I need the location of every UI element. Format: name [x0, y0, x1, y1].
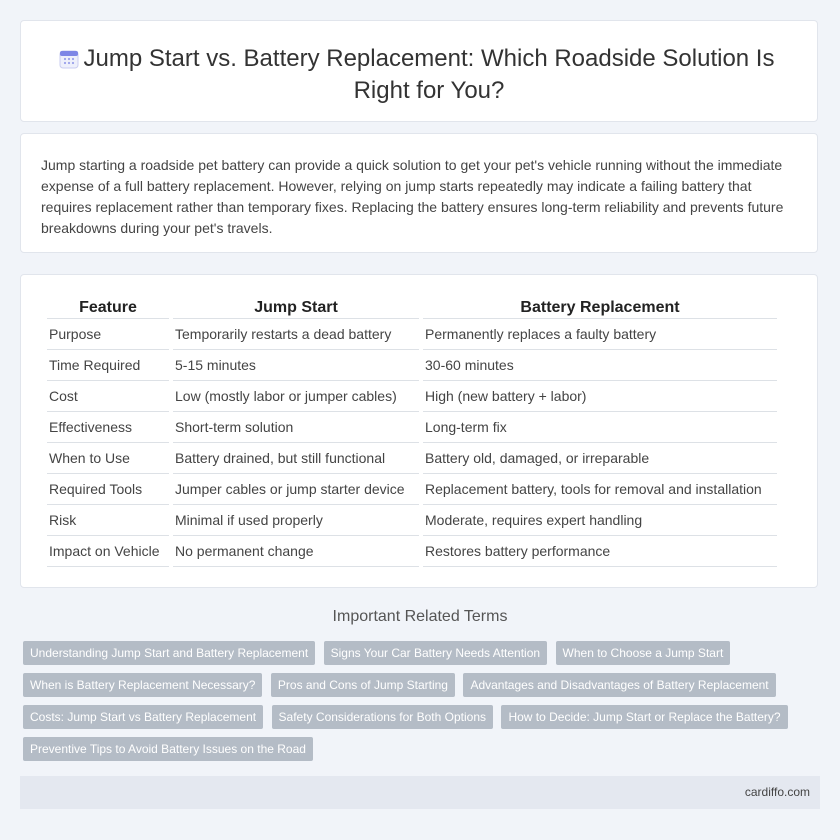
table-cell: Battery old, damaged, or irreparable — [423, 443, 777, 474]
header-battery-replacement: Battery Replacement — [423, 297, 777, 319]
table-row — [47, 381, 777, 412]
related-term-tag[interactable]: Pros and Cons of Jump Starting — [271, 673, 455, 697]
table-row — [47, 412, 777, 443]
header-feature: Feature — [47, 297, 169, 319]
comparison-table — [43, 297, 781, 567]
intro-card — [20, 133, 818, 253]
related-term-tag[interactable]: Safety Considerations for Both Options — [272, 705, 493, 729]
related-term-tag[interactable]: Signs Your Car Battery Needs Attention — [324, 641, 547, 665]
table-cell: No permanent change — [173, 536, 419, 567]
table-cell: Impact on Vehicle — [47, 536, 169, 567]
table-cell: Short-term solution — [173, 412, 419, 443]
table-cell: Restores battery performance — [423, 536, 777, 567]
table-cell: 5-15 minutes — [173, 350, 419, 381]
related-term-tag[interactable]: Preventive Tips to Avoid Battery Issues on the Road — [23, 737, 313, 761]
table-row — [47, 536, 777, 567]
table-cell: Temporarily restarts a dead battery — [173, 319, 419, 350]
table-cell: Long-term fix — [423, 412, 777, 443]
table-cell: Cost — [47, 381, 169, 412]
related-term-tag[interactable]: How to Decide: Jump Start or Replace the Battery? — [501, 705, 787, 729]
related-term-tag[interactable]: Costs: Jump Start vs Battery Replacement — [23, 705, 263, 729]
table-cell: Minimal if used properly — [173, 505, 419, 536]
table-cell: When to Use — [47, 443, 169, 474]
related-term-tag[interactable]: When is Battery Replacement Necessary? — [23, 673, 262, 697]
related-term-tag[interactable]: Understanding Jump Start and Battery Replacement — [23, 641, 315, 665]
table-cell: Purpose — [47, 319, 169, 350]
header-jump-start: Jump Start — [173, 297, 419, 319]
table-row — [47, 474, 777, 505]
table-cell: Battery drained, but still functional — [173, 443, 419, 474]
table-row — [47, 319, 777, 350]
table-cell: Permanently replaces a faulty battery — [423, 319, 777, 350]
table-cell: Replacement battery, tools for removal and installation — [423, 474, 777, 505]
related-term-tag[interactable]: Advantages and Disadvantages of Battery Replacement — [463, 673, 775, 697]
table-cell: Time Required — [47, 350, 169, 381]
table-cell: Moderate, requires expert handling — [423, 505, 777, 536]
table-row — [47, 350, 777, 381]
table-cell: Jumper cables or jump starter device — [173, 474, 419, 505]
table-header-row — [47, 297, 777, 319]
footer — [20, 776, 820, 809]
table-cell: Risk — [47, 505, 169, 536]
table-cell: High (new battery + labor) — [423, 381, 777, 412]
title-card — [20, 20, 818, 122]
table-cell: 30-60 minutes — [423, 350, 777, 381]
page-title: Jump Start vs. Battery Replacement: Which Roadside Solution Is Right for You? — [83, 45, 775, 104]
related-terms-title: Important Related Terms — [332, 608, 508, 625]
table-cell: Required Tools — [47, 474, 169, 505]
footer-site-link[interactable]: cardiffo.com — [744, 785, 810, 799]
table-cell: Effectiveness — [47, 412, 169, 443]
table-cell: Low (mostly labor or jumper cables) — [173, 381, 419, 412]
related-term-tag[interactable]: When to Choose a Jump Start — [556, 641, 731, 665]
table-row — [47, 505, 777, 536]
related-terms-list — [23, 641, 813, 769]
comparison-card — [20, 274, 818, 588]
table-row — [47, 443, 777, 474]
intro-paragraph: Jump starting a roadside pet battery can provide a quick solution to get your pet's vehicle running without the immediate expense of a full battery replacement. However, relying on jump starts repeatedly may indicate a failing battery that requires replacement rather than temporary fixes. Replacing the battery ensures long-term reliability and prevents future breakdowns during your pet's travels. — [41, 157, 784, 236]
